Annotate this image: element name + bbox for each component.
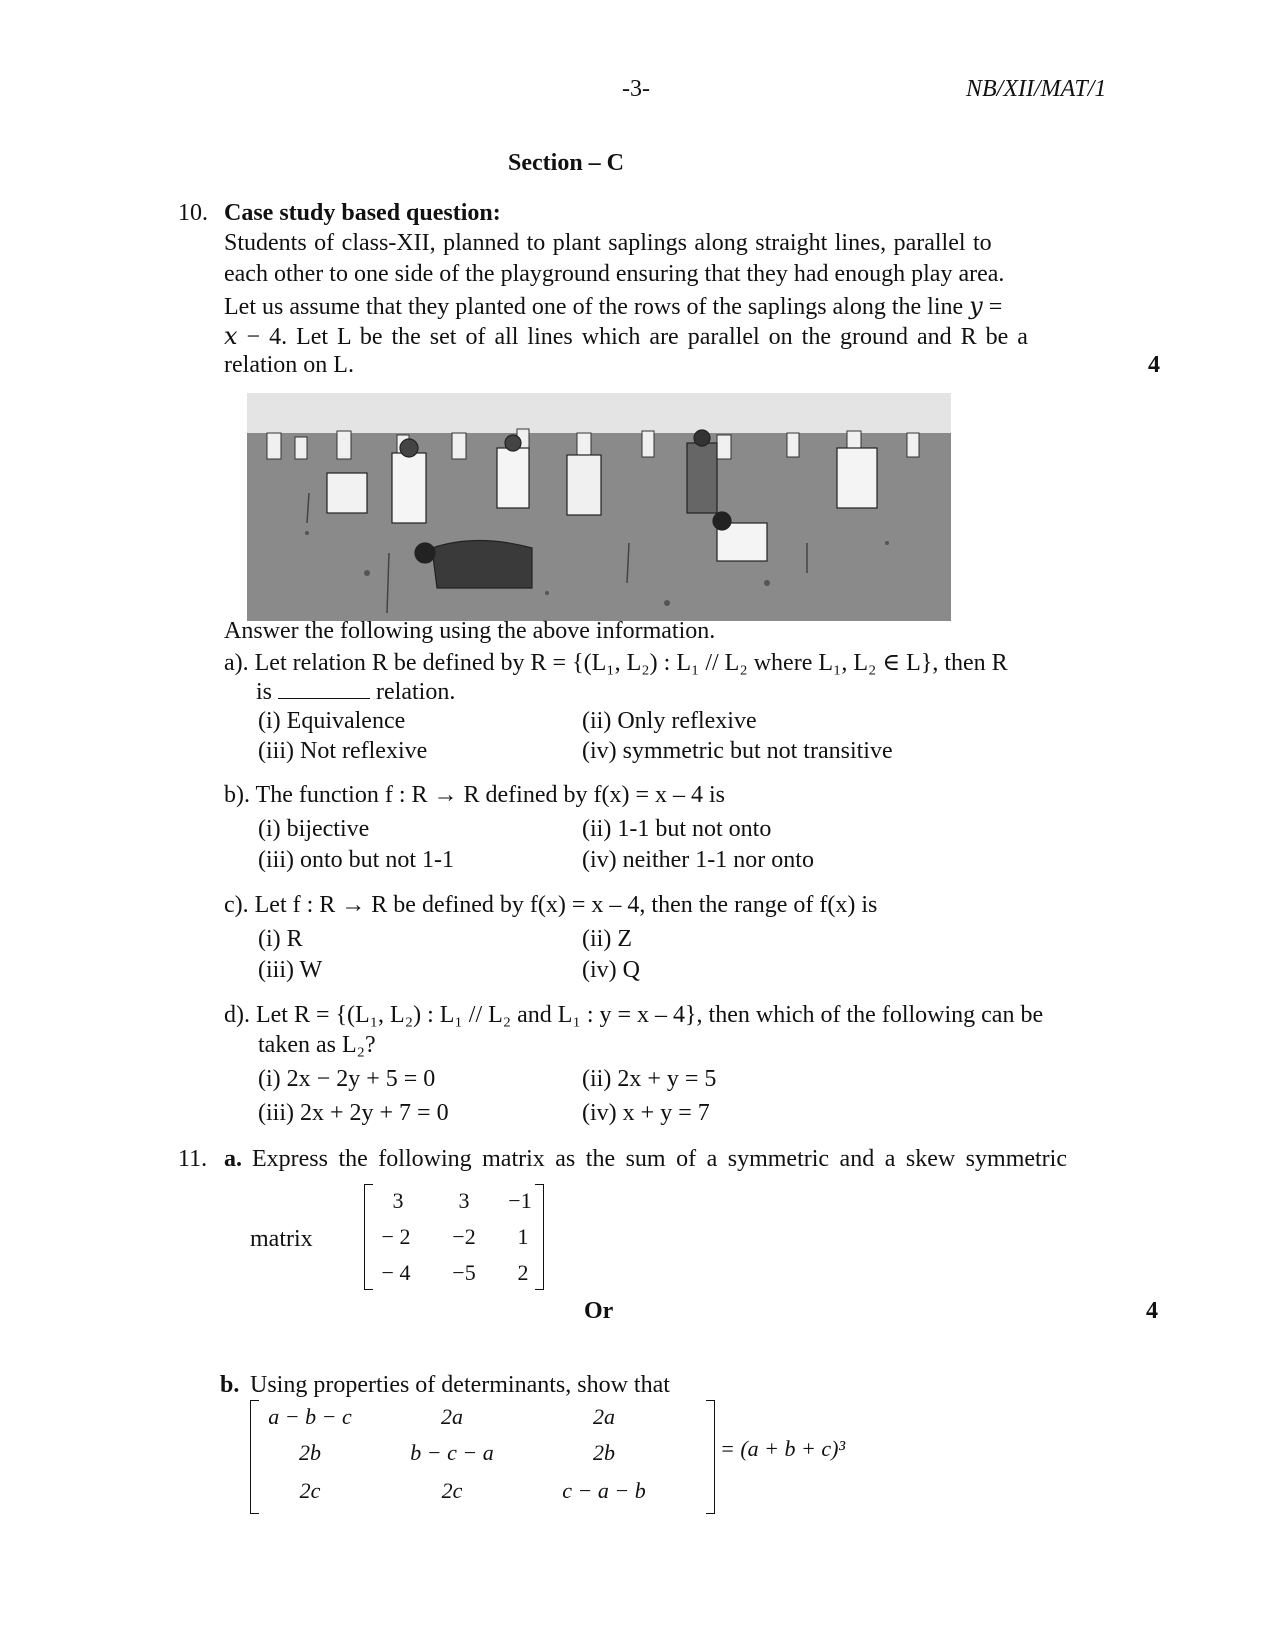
q10d-option-3: (iii) 2x + 2y + 7 = 0 [258, 1100, 449, 1126]
q10-line-5: relation on L. [224, 352, 354, 378]
q10-line-1: Students of class-XII, planned to plant saplings along straight lines, parallel to [224, 230, 992, 256]
determinant-cell: 2c [441, 1478, 463, 1503]
q10-instruction: Answer the following using the above information. [224, 618, 716, 644]
q10a-stem-after: relation. [376, 679, 456, 705]
section-title: Section – C [508, 150, 624, 176]
determinant-cell: 2a [593, 1404, 615, 1429]
saplings-photo [247, 393, 951, 621]
saplings-photo-illustration [247, 393, 951, 621]
q10a-option-4: (iv) symmetric but not transitive [582, 738, 893, 764]
q10b-option-1: (i) bijective [258, 816, 370, 842]
q11b-label: b. [220, 1372, 240, 1398]
q10d-option-2: (ii) 2x + y = 5 [582, 1066, 717, 1092]
or-separator: Or [584, 1298, 614, 1324]
page-number: -3- [622, 76, 650, 102]
matrix-cell: − 4 [381, 1260, 411, 1285]
q10d-option-4: (iv) x + y = 7 [582, 1100, 710, 1126]
matrix-cell: −1 [508, 1188, 532, 1213]
paper-code: NB/XII/MAT/1 [966, 76, 1107, 102]
matrix-cell: − 2 [381, 1224, 411, 1249]
matrix-cell: 1 [517, 1224, 529, 1249]
determinant-cell: 2a [441, 1404, 463, 1429]
q10a-blank [278, 678, 370, 699]
q10-line-3: Let us assume that they planted one of the rows of the saplings along the line 𝑦 = [224, 294, 1003, 320]
q11b-text: Using properties of determinants, show that [250, 1372, 670, 1398]
determinant-cell: a − b − c [268, 1404, 352, 1429]
q10d-option-1: (i) 2x − 2y + 5 = 0 [258, 1066, 436, 1092]
determinant-cell: c − a − b [562, 1478, 646, 1503]
q10-line-4: 𝑥 − 4. Let L be the set of all lines which are parallel on the ground and R be a [224, 324, 1028, 350]
q10a-stem-line1: a). Let relation R be defined by R = {(L₁, L₂) : L₁ // L₂ where L₁, L₂ ∈ L}, then R [224, 650, 1008, 676]
matrix-cell: 2 [517, 1260, 529, 1285]
matrix-cell: −2 [452, 1224, 476, 1249]
q10-number: 10. [178, 200, 208, 226]
q10-line-2: each other to one side of the playground ensuring that they had enough play area. [224, 261, 1005, 287]
q10-marks: 4 [1148, 352, 1160, 378]
q10d-stem-line2: taken as L₂? [258, 1032, 376, 1058]
q10c-stem: c). Let f : R → R be defined by f(x) = x – 4, then the range of f(x) is [224, 892, 878, 918]
q10c-option-3: (iii) W [258, 957, 323, 983]
q11a-text: Express the following matrix as the sum of a symmetric and a skew symmetric [252, 1146, 1067, 1172]
q11-number: 11. [178, 1146, 208, 1172]
determinant-right-bracket [706, 1400, 715, 1514]
matrix-label: matrix [250, 1226, 313, 1252]
q10b-stem: b). The function f : R → R defined by f(x) = x – 4 is [224, 782, 726, 808]
determinant-cell: 2b [299, 1440, 321, 1465]
q10-heading: Case study based question: [224, 200, 501, 226]
determinant-cell: b − c − a [410, 1440, 494, 1465]
q10a-stem-before: is [256, 679, 273, 705]
q10b-option-2: (ii) 1-1 but not onto [582, 816, 772, 842]
q10a-stem-line2 [256, 678, 455, 706]
determinant-cell: 2c [299, 1478, 321, 1503]
q10d-stem-line1: d). Let R = {(L₁, L₂) : L₁ // L₂ and L₁ : y = x – 4}, then which of the following can be [224, 1002, 1044, 1028]
q10c-option-1: (i) R [258, 926, 303, 952]
q10c-option-2: (ii) Z [582, 926, 632, 952]
q11-marks: 4 [1146, 1298, 1158, 1324]
q10a-option-3: (iii) Not reflexive [258, 738, 428, 764]
matrix-cell: 3 [392, 1188, 404, 1213]
matrix-cell: −5 [452, 1260, 476, 1285]
determinant-rhs: = (a + b + c)³ [720, 1436, 846, 1461]
q10a-option-2: (ii) Only reflexive [582, 708, 757, 734]
q10b-option-4: (iv) neither 1-1 nor onto [582, 847, 814, 873]
q10a-option-1: (i) Equivalence [258, 708, 406, 734]
q10c-option-4: (iv) Q [582, 957, 640, 983]
matrix-cell: 3 [458, 1188, 470, 1213]
determinant-cell: 2b [593, 1440, 615, 1465]
q10b-option-3: (iii) onto but not 1-1 [258, 847, 454, 873]
q11a-label: a. [224, 1146, 242, 1172]
determinant-left-bracket [250, 1400, 259, 1514]
